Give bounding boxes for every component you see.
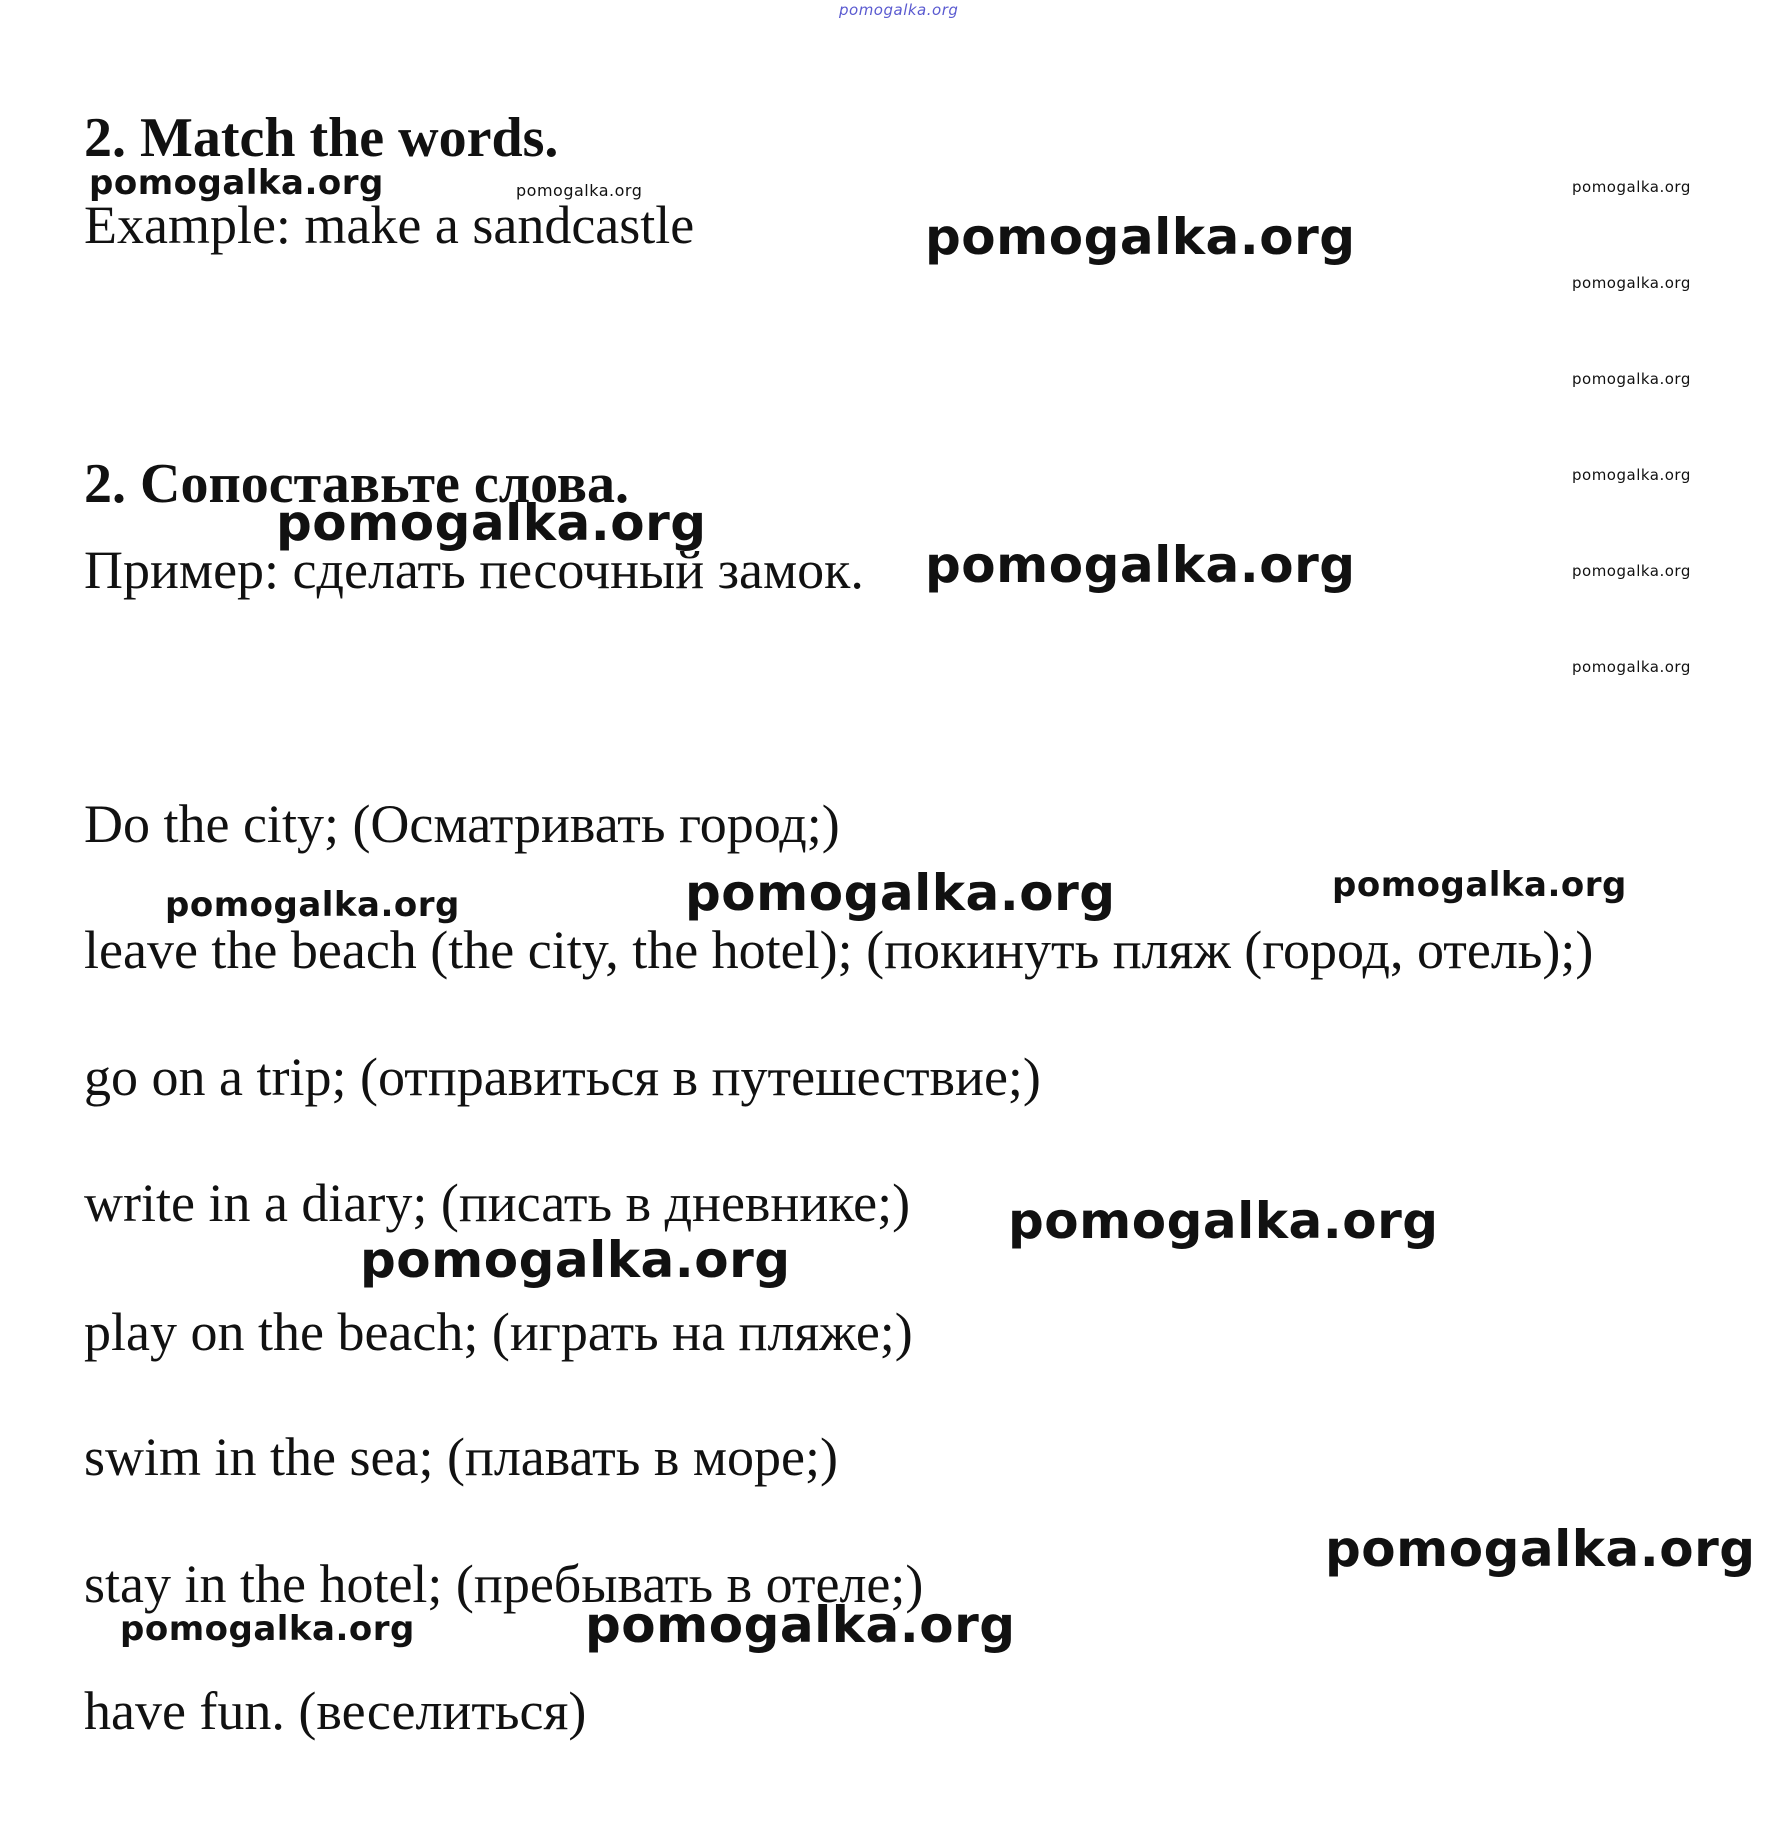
watermark: pomogalka.org [1572,562,1691,580]
watermark: pomogalka.org [89,163,384,203]
watermark: pomogalka.org [585,1596,1016,1654]
answer-line: play on the beach; (играть на пляже;) [84,1302,913,1362]
watermark: pomogalka.org [1572,178,1691,196]
watermark: pomogalka.org [1572,370,1691,388]
watermark: pomogalka.org [1332,865,1627,905]
watermark: pomogalka.org [120,1609,415,1649]
watermark: pomogalka.org [276,494,707,552]
task-title-ru: 2. Сопоставьте слова. [84,453,629,515]
task-example-en: Example: make a sandcastle [84,195,695,255]
answer-line: write in a diary; (писать в дневнике;) [84,1173,911,1233]
watermark: pomogalka.org [1572,466,1691,484]
watermark: pomogalka.org [925,208,1356,266]
answer-line: go on a trip; (отправиться в путешествие;) [84,1047,1041,1107]
answer-line: leave the beach (the city, the hotel); (покинуть пляж (город, отель);) [84,920,1594,980]
header-watermark: pomogalka.org [839,1,959,19]
task-title-en: 2. Match the words. [84,107,559,169]
watermark: pomogalka.org [925,536,1356,594]
answer-line: Do the city; (Осматривать город;) [84,794,840,854]
watermark: pomogalka.org [685,864,1116,922]
watermark: pomogalka.org [1008,1192,1439,1250]
answer-line: have fun. (веселиться) [84,1681,587,1741]
watermark: pomogalka.org [1572,274,1691,292]
answer-line: stay in the hotel; (пребывать в отеле;) [84,1554,924,1614]
watermark: pomogalka.org [360,1231,791,1289]
watermark: pomogalka.org [1572,658,1691,676]
watermark: pomogalka.org [1325,1520,1756,1578]
watermark: pomogalka.org [516,181,643,200]
watermark: pomogalka.org [165,885,460,925]
answer-line: swim in the sea; (плавать в море;) [84,1427,838,1487]
task-example-ru: Пример: сделать песочный замок. [84,540,864,600]
